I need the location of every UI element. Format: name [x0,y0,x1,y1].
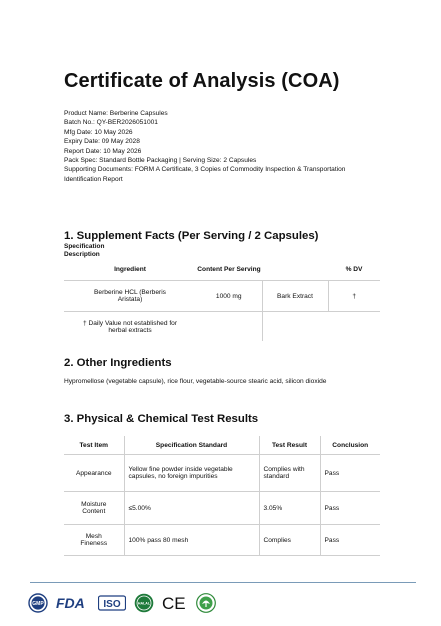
header-test-item: Test Item [64,436,124,455]
cell-dv: † [328,281,380,312]
halal-logo-text: HALAL [137,601,151,606]
table-footnote-row [64,312,380,342]
section-heading-test-results: 3. Physical & Chemical Test Results [64,413,259,425]
spec-description-label [64,243,104,259]
cell-conclusion: Pass [320,455,380,492]
expiry-date: Expiry Date: 09 May 2028 [64,138,140,146]
cell-ingredient: Berberine HCL (Berberis Aristata) [64,281,196,312]
header-form [262,258,328,281]
spec-label-line2: Description [64,251,100,258]
header-content: Content Per Serving [197,265,261,273]
cell-conclusion: Pass [320,525,380,556]
cell-spec: 100% pass 80 mesh [124,525,259,556]
cell-empty [328,312,380,342]
cell-footnote: † Daily Value not established for herbal extracts [64,312,196,342]
cell-test-item: Moisture Content [64,492,124,525]
report-date: Report Date: 10 May 2026 [64,147,142,155]
other-ingredients-text: Hypromellose (vegetable capsule), rice flour, vegetable-source stearic acid, silicon dioxide [64,378,327,385]
cell-content: 1000 mg [196,281,262,312]
section-heading-supplement-facts: 1. Supplement Facts (Per Serving / 2 Capsules) [64,230,319,242]
section-heading-other-ingredients: 2. Other Ingredients [64,357,172,369]
product-name: Product Name: Berberine Capsules [64,110,168,117]
organic-seal-icon [196,593,216,613]
coa-title: Certificate of Analysis (COA) [64,70,340,92]
table-row [64,492,380,525]
cell-spec: Yellow fine powder inside vegetable capsules, no foreign impurities [124,455,259,492]
cell-conclusion: Pass [320,492,380,525]
ce-logo-text: CE [162,594,186,612]
table-header-row [64,436,380,455]
supplement-facts-table [64,258,380,341]
cell-result: Complies [259,525,320,556]
supporting-documents: Supporting Documents: FORM A Certificate, 3 Copies of Commodity Inspection & Transportation Identification Report [64,166,346,183]
cell-test-item: Mesh Fineness [64,525,124,556]
header-dv: % DV [345,265,363,273]
certification-logos [28,592,216,614]
table-row [64,525,380,556]
cell-form: Bark Extract [262,281,328,312]
cell-empty [196,312,262,342]
fda-logo-icon [56,595,90,611]
pack-spec: Pack Spec: Standard Bottle Packaging | Serving Size: 2 Capsules [64,157,257,165]
iso-logo-text: ISO [103,599,121,610]
footer-divider [30,582,416,583]
table-row [64,455,380,492]
header-conclusion: Conclusion [320,436,380,455]
cell-spec: ≤5.00% [124,492,259,525]
product-meta [64,109,384,184]
cell-result: 3.05% [259,492,320,525]
batch-number: Batch No.: QY-BER2026051001 [64,119,158,127]
fda-logo-text: FDA [56,595,85,611]
cell-empty [262,312,328,342]
header-ingredient: Ingredient [114,265,146,273]
header-test-result: Test Result [259,436,320,455]
mfg-date: Mfg Date: 10 May 2026 [64,128,133,136]
gmp-logo-icon [28,593,48,613]
table-row [64,281,380,312]
cell-result: Complies with standard [259,455,320,492]
iso-logo-icon [98,594,126,612]
ce-logo-icon [162,594,188,612]
table-header-row [64,258,380,281]
spec-label-line1: Specification [64,243,105,250]
halal-logo-icon [134,593,154,613]
gmp-logo-text: GMP [32,600,44,607]
cell-test-item: Appearance [64,455,124,492]
test-results-table [64,436,380,556]
header-spec-standard: Specification Standard [124,436,259,455]
